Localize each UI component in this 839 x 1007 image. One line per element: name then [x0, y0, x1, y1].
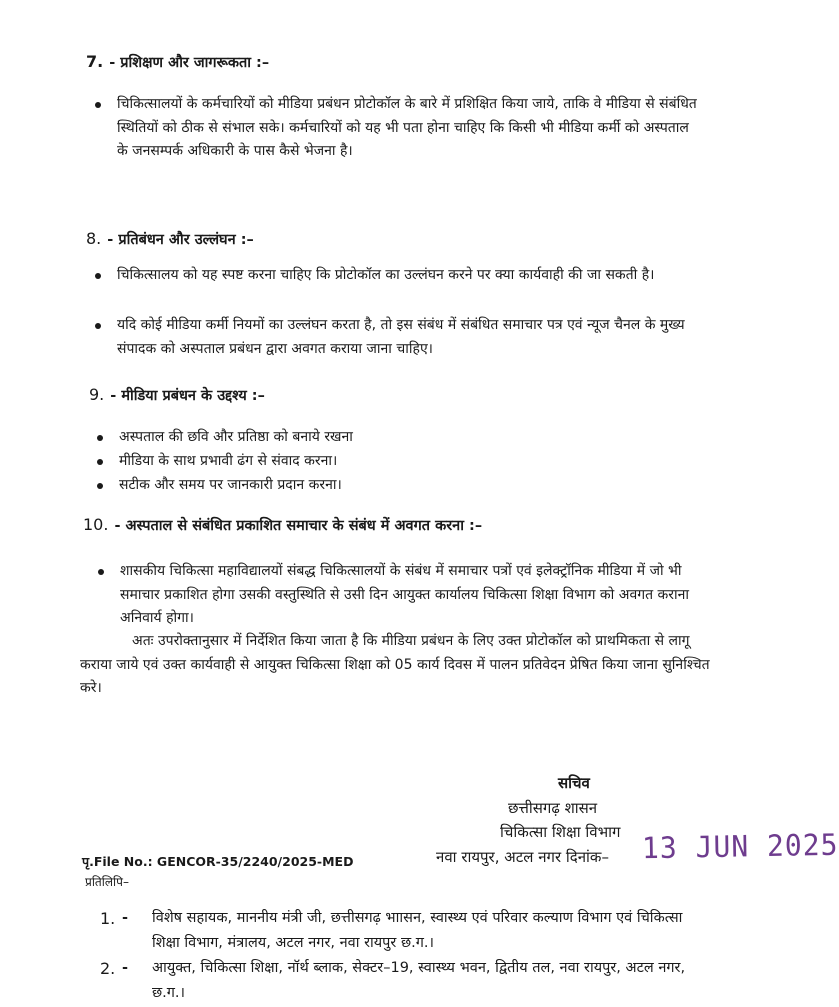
copy-item-text: विशेष सहायक, माननीय मंत्री जी, छत्तीसगढ़ भाासन, स्वास्थ्य एवं परिवार कल्याण विभाग एवं चिकित्सा शिक्षा विभाग, मंत्रालय, अटल नगर, नवा रायपुर छ.ग.। [152, 910, 683, 951]
section-10-heading [83, 515, 482, 535]
section-8-number: 8. [86, 229, 102, 248]
bullet-dot-icon [97, 483, 103, 489]
copy-item-1 [100, 906, 700, 956]
signatory-government: छत्तीसगढ़ शासन [508, 799, 598, 817]
bullet-dot-icon [97, 459, 103, 465]
section-9-bullet-2: मीडिया के साथ प्रभावी ढंग से संवाद करना। [119, 450, 679, 474]
copy-item-number: 1. [100, 909, 116, 928]
bullet-dot-icon [95, 273, 101, 279]
place-date-label: नवा रायपुर, अटल नगर दिनांक– [436, 848, 609, 866]
copy-item-number: 2. [100, 959, 116, 978]
signatory-department: चिकित्सा शिक्षा विभाग [500, 823, 621, 841]
section-8-bullet-1: चिकित्सालय को यह स्पष्ट करना चाहिए कि प्रोटोकॉल का उल्लंघन करने पर क्या कार्यवाही की जा सकती है। [117, 264, 702, 288]
date-stamp: 13 JUN 2025 [641, 827, 839, 866]
section-10-bullet-1: शासकीय चिकित्सा महाविद्यालयों संबद्ध चिकित्सालयों के संबंध में समाचार पत्रों एवं इलेक्ट्रॉनिक मीडिया में जो भी समाचार प्रकाशित होगा उसकी वस्तुस्थिति से उसी दिन आयुक्त कार्यालय चिकित्सा शिक्षा विभाग को अवगत कराना अनिवार्य होगा। [120, 560, 690, 631]
closing-paragraph: अतः उपरोक्तानुसार में निर्देशित किया जाता है कि मीडिया प्रबंधन के लिए उक्त प्रोटोकॉल को प्राथमिकता से लागू कराया जाये एवं उक्त कार्यवाही से आयुक्त चिकित्सा शिक्षा को 05 कार्य दिवस में पालन प्रतिवेदन प्रेषित किया जाना सुनिश्चित करे। [80, 633, 710, 696]
bullet-dot-icon [95, 323, 101, 329]
dash-icon: - [122, 910, 129, 926]
copy-item-2 [100, 956, 700, 1006]
bullet-dot-icon [95, 102, 101, 108]
file-number: पृ.File No.: GENCOR-35/2240/2025-MED [82, 854, 354, 869]
section-9-bullet-1: अस्पताल की छवि और प्रतिष्ठा को बनाये रखना [119, 426, 679, 450]
section-8-bullet-2: यदि कोई मीडिया कर्मी नियमों का उल्लंघन करता है, तो इस संबंध में संबंधित समाचार पत्र एवं न्यूज चैनल के मुख्य संपादक को अस्पताल प्रबंधन द्वारा अवगत कराया जाना चाहिए। [117, 314, 702, 361]
section-10-number: 10. [83, 515, 109, 534]
bullet-dot-icon [97, 435, 103, 441]
section-9-title: - मीडिया प्रबंधन के उद्दश्य :– [110, 388, 265, 404]
copy-item-text: आयुक्त, चिकित्सा शिक्षा, नॉर्थ ब्लाक, सेक्टर–19, स्वास्थ्य भवन, द्वितीय तल, नवा रायपुर, अटल नगर, छ.ग.। [152, 960, 686, 1001]
section-9-bullet-3: सटीक और समय पर जानकारी प्रदान करना। [119, 474, 679, 498]
section-7-number: 7. [86, 52, 104, 71]
section-10-title: - अस्पताल से संबंधित प्रकाशित समाचार के संबंध में अवगत करना :– [114, 518, 483, 534]
section-8-heading [86, 229, 254, 249]
bullet-dot-icon [98, 569, 104, 575]
section-7-heading [86, 52, 269, 72]
section-7-title: - प्रशिक्षण और जागरूकता :– [109, 55, 270, 71]
section-8-title: - प्रतिबंधन और उल्लंघन :– [107, 232, 254, 248]
section-9-heading [89, 385, 265, 405]
section-9-number: 9. [89, 385, 105, 404]
dash-icon: - [122, 960, 129, 976]
section-7-bullet-1: चिकित्सालयों के कर्मचारियों को मीडिया प्रबंधन प्रोटोकॉल के बारे में प्रशिक्षित किया जाये, ताकि वे मीडिया से संबंधित स्थितियों को ठीक से संभाल सके। कर्मचारियों को यह भी पता होना चाहिए कि किसी भी मीडिया कर्मी को अस्पताल के जनसम्पर्क अधिकारी के पास कैसे भेजना है। [117, 93, 702, 164]
copy-label: प्रतिलिपि– [85, 875, 129, 889]
signatory-designation: सचिव [558, 774, 590, 792]
